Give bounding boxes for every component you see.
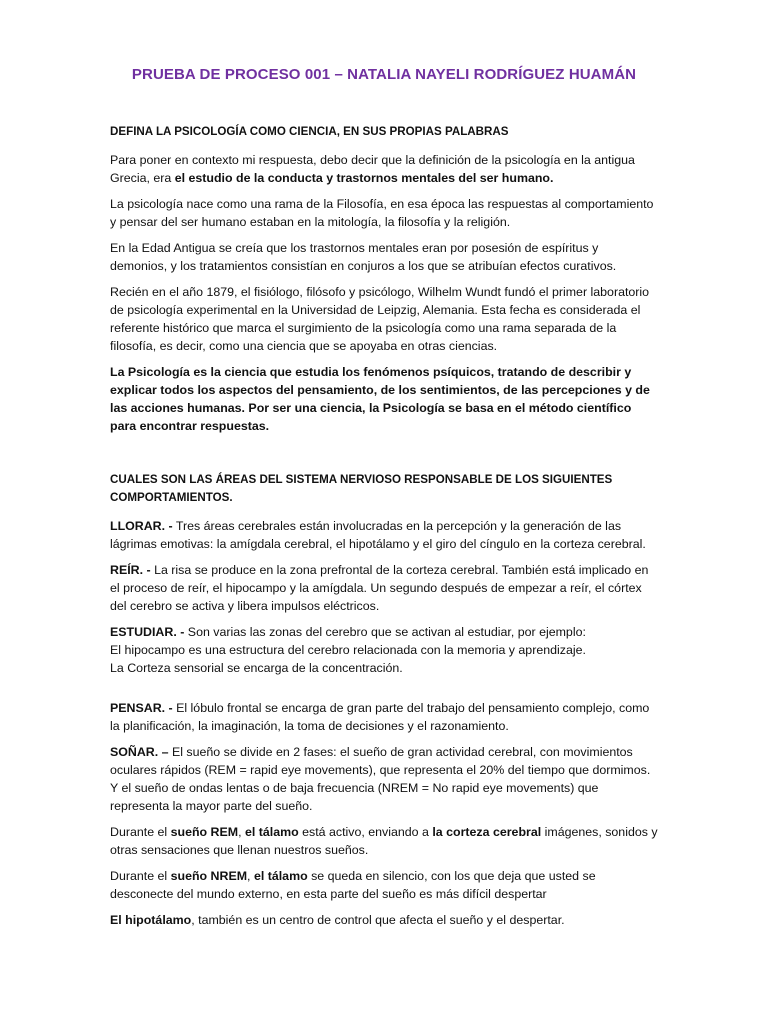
text: Para poner en contexto mi respuesta, debo decir que la definición de la psicología en la antigua Grecia, era bbox=[110, 153, 635, 185]
paragraph-filosofia: La psicología nace como una rama de la Filosofía, en esa época las respuestas al comportamiento y pensar del ser humano estaban en la mitología, la filosofía y la religión. bbox=[110, 197, 654, 229]
text: , bbox=[247, 869, 254, 883]
text: Durante el bbox=[110, 825, 171, 839]
text: Tres áreas cerebrales están involucradas en la percepción y la generación de las lágrimas emotivas: la amígdala cerebral, el hipotálamo y el giro del cíngulo en la corteza cerebral. bbox=[110, 519, 646, 551]
paragraph-pensar bbox=[110, 699, 658, 735]
text: Son varias las zonas del cerebro que se activan al estudiar, por ejemplo: bbox=[184, 625, 586, 639]
label-llorar: LLORAR. - bbox=[110, 519, 173, 533]
label-pensar: PENSAR. - bbox=[110, 701, 173, 715]
section1-heading: DEFINA LA PSICOLOGÍA COMO CIENCIA, EN SUS PROPIAS PALABRAS bbox=[110, 125, 509, 138]
bold-text: el tálamo bbox=[253, 869, 308, 883]
section2-heading: CUALES SON LAS ÁREAS DEL SISTEMA NERVIOSO RESPONSABLE DE LOS SIGUIENTES COMPORTAMIENTOS. bbox=[110, 473, 613, 504]
paragraph-wundt: Recién en el año 1879, el fisiólogo, filósofo y psicólogo, Wilhelm Wundt fundó el primer laboratorio de psicología experimental en la Universidad de Leipzig, Alemania. Esta fecha es considerada el referente histórico que marca el surgimiento de la psicología como una rama separada de la filosofía, es decir, como una ciencia que se apoyaba en otras ciencias. bbox=[110, 285, 650, 353]
paragraph-sonar bbox=[110, 743, 658, 815]
paragraph-grecia bbox=[110, 151, 658, 187]
paragraph-definicion bbox=[110, 363, 658, 435]
text: La risa se produce en la zona prefrontal de la corteza cerebral. También está implicado en el proceso de reír, el hipocampo y la amígdala. Un segundo después de empezar a reír, el córtex del cerebro se activa y libera impulsos eléctricos. bbox=[110, 563, 649, 613]
bold-text: La Psicología es la ciencia que estudia los fenómenos psíquicos, tratando de describir y explicar todos los aspectos del pensamiento, de los sentimientos, de las percepciones y de las acciones humanas. Por ser una ciencia, la Psicología se basa en el método científico para encontrar respuestas. bbox=[110, 365, 650, 433]
paragraph-reir bbox=[110, 561, 658, 615]
text: El lóbulo frontal se encarga de gran parte del trabajo del pensamiento complejo, como la planificación, la imaginación, la toma de decisiones y el razonamiento. bbox=[110, 701, 650, 733]
label-sonar: SOÑAR. – bbox=[110, 745, 169, 759]
label-reir: REÍR. - bbox=[110, 563, 151, 577]
spacer bbox=[110, 685, 658, 699]
text: está activo, enviando a bbox=[298, 825, 433, 839]
bold-text: la corteza cerebral bbox=[432, 825, 542, 839]
paragraph-hipotalamo bbox=[110, 911, 658, 929]
bold-text: sueño REM bbox=[170, 825, 239, 839]
bold-text: el tálamo bbox=[244, 825, 299, 839]
paragraph-llorar bbox=[110, 517, 658, 553]
text: La Corteza sensorial se encarga de la concentración. bbox=[110, 661, 403, 675]
text: , bbox=[238, 825, 245, 839]
text: se queda en silencio, con los que deja que usted se desconecte del mundo externo, en esta parte del sueño es más difícil despertar bbox=[110, 869, 596, 901]
label-estudiar: ESTUDIAR. - bbox=[110, 625, 185, 639]
text: , también es un centro de control que afecta el sueño y el despertar. bbox=[191, 913, 565, 927]
paragraph-edad-antigua: En la Edad Antigua se creía que los trastornos mentales eran por posesión de espíritus y demonios, y los tratamientos consistían en conjuros a los que se atribuían efectos curativos. bbox=[110, 241, 617, 273]
bold-text: sueño NREM bbox=[170, 869, 248, 883]
document-title: PRUEBA DE PROCESO 001 – NATALIA NAYELI RODRÍGUEZ HUAMÁN bbox=[131, 66, 637, 83]
text: imágenes, sonidos y otras sensaciones que llenan nuestros sueños. bbox=[110, 825, 658, 857]
paragraph-estudiar bbox=[110, 623, 658, 677]
bold-text: El hipotálamo bbox=[110, 913, 192, 927]
text: Durante el bbox=[110, 869, 171, 883]
text: El sueño se divide en 2 fases: el sueño de gran actividad cerebral, con movimientos oculares rápidos (REM = rapid eye movements), que representa el 20% del tiempo que dormimos. Y el sueño de ondas lentas o de baja frecuencia (NREM = No rapid eye movements) que representa la mayor parte del sueño. bbox=[110, 745, 651, 813]
text: El hipocampo es una estructura del cerebro relacionada con la memoria y aprendizaje. bbox=[110, 643, 586, 657]
spacer bbox=[110, 443, 658, 471]
bold-text: el estudio de la conducta y trastornos mentales del ser humano. bbox=[174, 171, 554, 185]
paragraph-rem bbox=[110, 823, 658, 859]
paragraph-nrem bbox=[110, 867, 658, 903]
